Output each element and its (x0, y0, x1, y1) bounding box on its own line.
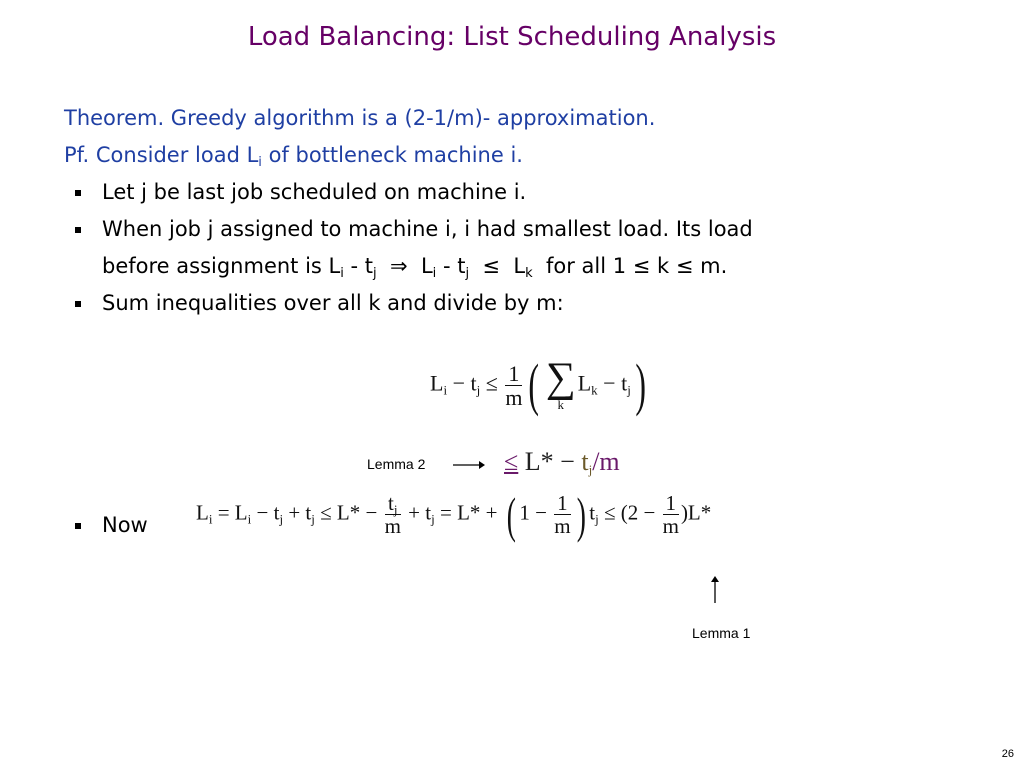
right-paren: ) (635, 352, 646, 418)
math-symbol: L (196, 500, 209, 525)
up-arrow-icon (708, 575, 722, 605)
bullet-1-text: Let j be last job scheduled on machine i. (102, 180, 527, 204)
subscript: j (588, 462, 593, 477)
bullet-marker (75, 523, 81, 529)
math-symbol: t (388, 491, 394, 515)
left-paren: ( (528, 352, 540, 418)
math-symbol: L (577, 370, 592, 396)
text-fragment: L (420, 254, 433, 278)
subscript: k (591, 382, 598, 398)
fraction-numerator (385, 492, 401, 515)
bullet-marker (75, 301, 81, 307)
proof-prefix: Pf. Consider load L (64, 143, 259, 167)
fraction (505, 362, 522, 409)
fraction-denominator: m (384, 514, 401, 539)
math-symbol: + t (402, 500, 432, 525)
math-symbol: L (430, 370, 444, 396)
subscript: j (476, 382, 481, 398)
right-paren: ) (576, 486, 586, 543)
text-fragment: before assignment is L (102, 254, 341, 278)
right-arrow-icon (452, 458, 486, 472)
subscript: i (208, 511, 213, 527)
math-symbol: /m (592, 447, 620, 476)
subscript: k (525, 266, 533, 281)
proof-suffix: of bottleneck machine i. (261, 143, 523, 167)
text-fragment: - t (436, 254, 466, 278)
subscript: i (443, 382, 448, 398)
lemma-1-label: Lemma 1 (692, 625, 751, 641)
subscript: i (340, 266, 344, 281)
math-symbol: t (589, 500, 596, 525)
slide-title: Load Balancing: List Scheduling Analysis (247, 22, 777, 52)
subscript: j (279, 511, 284, 527)
leq-symbol: ≤ (469, 254, 514, 278)
sigma-symbol: ∑ (545, 355, 576, 401)
proof-subscript: i (258, 155, 262, 170)
bullet-2-line-1: When job j assigned to machine i, i had smallest load. Its load (102, 217, 753, 241)
math-symbol: = L (212, 500, 248, 525)
leq-symbol: ≤ (480, 370, 504, 396)
fraction-denominator: m (554, 514, 571, 539)
subscript: j (393, 502, 398, 517)
sum-index: k (557, 396, 564, 412)
math-symbol: 1 − (519, 500, 553, 525)
math-symbol: t (581, 447, 589, 476)
fraction (663, 492, 679, 537)
equation-sum-inequality (430, 352, 650, 418)
fraction-numerator: 1 (505, 362, 522, 386)
summation (545, 355, 576, 412)
math-symbol: L* − (518, 447, 582, 476)
equation-main-bound (196, 486, 712, 543)
text-fragment: L (513, 254, 526, 278)
fraction (385, 492, 401, 537)
fraction (554, 492, 570, 537)
subscript: j (465, 266, 470, 281)
leq-symbol: ≤ (504, 447, 519, 476)
subscript: i (432, 266, 437, 281)
fraction-numerator: 1 (663, 492, 679, 515)
bullet-4-text: Now (102, 513, 148, 537)
bullet-2-line-2 (102, 254, 728, 281)
equation-lemma-2 (504, 447, 620, 477)
subscript: j (627, 382, 631, 398)
page-number: 26 (1001, 748, 1014, 760)
theorem-text: Theorem. Greedy algorithm is a (2-1/m)- approximation. (64, 106, 656, 130)
text-fragment: - t (343, 254, 374, 278)
math-symbol: ≤ (2 − (598, 500, 661, 525)
text-fragment: for all 1 ≤ k ≤ m. (532, 254, 728, 278)
bullet-3-text: Sum inequalities over all k and divide by m: (102, 291, 564, 315)
left-paren: ( (506, 486, 516, 543)
math-symbol: )L* (680, 500, 712, 525)
bullet-marker (75, 190, 81, 196)
math-symbol: − t (597, 370, 628, 396)
lemma-2-label: Lemma 2 (367, 456, 426, 472)
fraction-denominator: m (505, 384, 523, 410)
subscript: i (247, 511, 252, 527)
subscript: j (373, 266, 377, 281)
math-symbol: − t (251, 500, 280, 525)
subscript: j (311, 511, 315, 527)
implies-symbol: ⇒ (376, 254, 421, 278)
math-symbol: − t (447, 370, 477, 396)
bullet-marker (75, 227, 81, 233)
fraction-denominator: m (662, 514, 679, 539)
math-symbol: = L* + (434, 500, 503, 525)
fraction-numerator: 1 (554, 492, 570, 515)
subscript: j (595, 511, 599, 527)
subscript: j (431, 511, 435, 527)
math-symbol: ≤ L* − (314, 500, 383, 525)
proof-line (64, 143, 523, 170)
math-symbol: + t (283, 500, 312, 525)
